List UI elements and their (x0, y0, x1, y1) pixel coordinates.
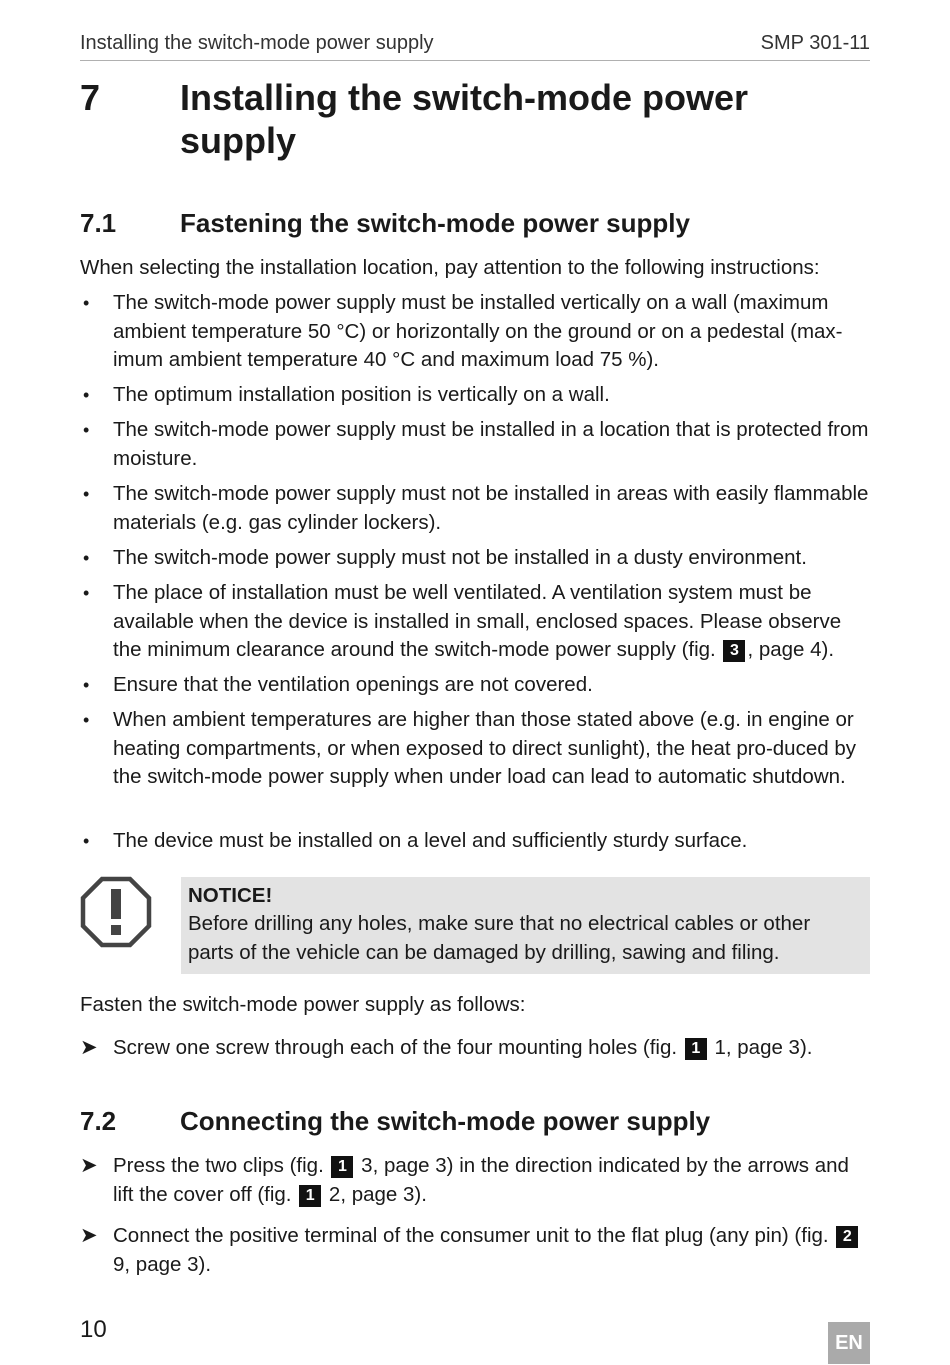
bullet-glyph: • (83, 420, 90, 440)
list-item-text: The switch-mode power supply must be installed vertically on a wall (maximum ambient temperature 50 °C) or horizontally on the ground or on a pedestal (max-imum ambient temperature 40 °C and maximum load 75 %). (113, 291, 843, 371)
section-title: Fastening the switch-mode power supply (180, 208, 690, 238)
arrow-icon: ➤ (80, 1154, 98, 1177)
bullet-glyph: • (83, 484, 90, 504)
chapter-number: 7 (80, 77, 101, 118)
figure-reference: 1 (331, 1156, 353, 1178)
instruction-text: Connect the positive terminal of the consumer unit to the flat plug (any pin) (fig. 2 9, page 3). (113, 1222, 870, 1279)
figure-reference: 2 (836, 1226, 858, 1248)
section-number: 7.2 (80, 1106, 117, 1136)
intro-paragraph: When selecting the installation location, pay attention to the following instructions: (80, 256, 820, 279)
list-item-text: When ambient temperatures are higher than those stated above (e.g. in engine or heating compartments, or when exposed to direct sunlight), the heat pro-duced by the switch-mode power supply when under load can lead to automatic shutdown. (113, 708, 856, 788)
figure-reference: 1 (685, 1038, 707, 1060)
bullet-glyph: • (83, 293, 90, 313)
notice-title: NOTICE! (188, 884, 273, 907)
header-model: SMP 301-11 (760, 32, 870, 54)
list-item-text: The optimum installation position is vertically on a wall. (113, 383, 610, 406)
language-badge: EN (828, 1322, 870, 1364)
bullet-glyph: • (83, 831, 90, 851)
section-title: Connecting the switch-mode power supply (180, 1106, 711, 1136)
header-title: Installing the switch-mode power supply (80, 32, 434, 54)
fasten-intro: Fasten the switch-mode power supply as follows: (80, 993, 526, 1016)
instruction-text: Press the two clips (fig. 1 3, page 3) in the direction indicated by the arrows and lift the cover off (fig. 1 2, page 3). (113, 1154, 849, 1206)
running-header (80, 30, 870, 61)
list-item-text: The device must be installed on a level and sufficiently sturdy surface. (113, 829, 748, 852)
chapter-title: Installing the switch-mode power supply (180, 77, 749, 161)
arrow-icon: ➤ (80, 1224, 98, 1247)
bullet-glyph: • (83, 548, 90, 568)
list-item-text: The place of installation must be well ventilated. A ventilation system must be available when the device is installed in small, enclosed spaces. Please observe the minimum clearance around the switch-mode power supply (fig. 3 , page 4). (113, 581, 842, 661)
bullet-glyph: • (83, 710, 90, 730)
instruction-text: Screw one screw through each of the four mounting holes (fig. 1 1, page 3). (113, 1036, 813, 1059)
figure-reference: 1 (299, 1185, 321, 1207)
arrow-icon: ➤ (80, 1036, 98, 1059)
section-number: 7.1 (80, 208, 117, 238)
notice-box (181, 877, 870, 974)
list-item-text: The switch-mode power supply must not be installed in areas with easily flammable materials (e.g. gas cylinder lockers). (113, 482, 869, 534)
warning-octagon-icon (80, 876, 152, 948)
page-number: 10 (80, 1316, 107, 1343)
list-item-text: The switch-mode power supply must not be installed in a dusty environment. (113, 546, 807, 569)
list-item-text: The switch-mode power supply must be installed in a location that is protected from moisture. (113, 418, 869, 470)
figure-reference: 3 (723, 640, 745, 662)
bullet-glyph: • (83, 385, 90, 405)
bullet-glyph: • (83, 675, 90, 695)
list-item-text: Ensure that the ventilation openings are not covered. (113, 673, 593, 696)
notice-text: Before drilling any holes, make sure that no electrical cables or other parts of the vehicle can be damaged by drilling, sawing and filing. (188, 912, 811, 964)
bullet-glyph: • (83, 583, 90, 603)
